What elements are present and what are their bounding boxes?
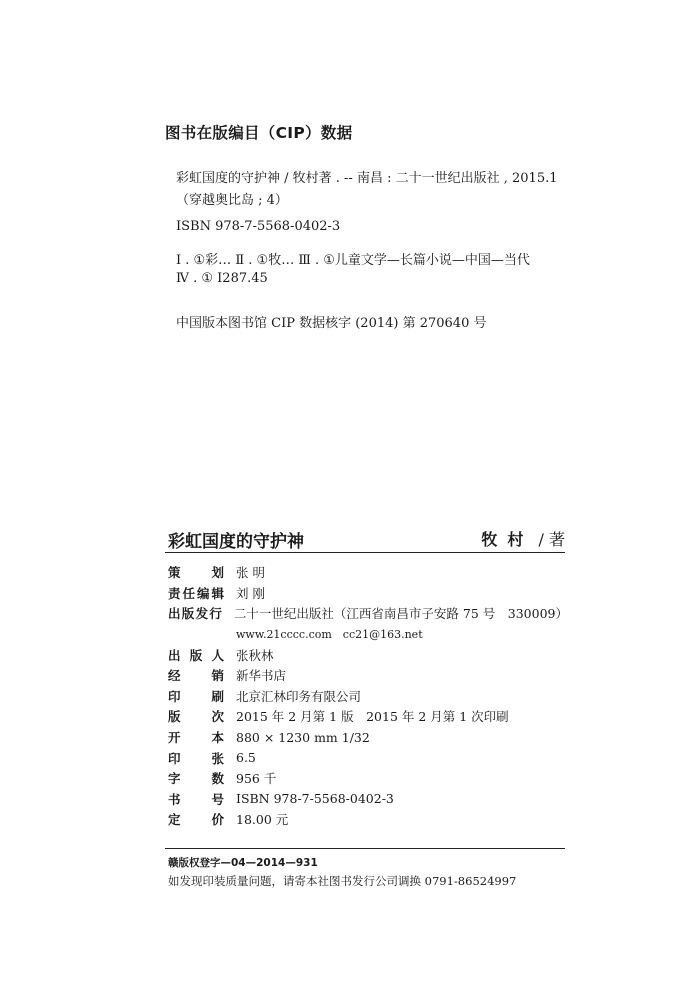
cip-line-classification-number: Ⅳ . ① I287.45 xyxy=(176,271,268,286)
imprint-label-char: 开 xyxy=(168,730,181,746)
imprint-label xyxy=(168,687,224,705)
imprint-label-char: 书 xyxy=(168,791,181,807)
imprint-row xyxy=(168,747,568,768)
imprint-label-char: 版 xyxy=(181,606,195,622)
imprint-label xyxy=(168,584,224,602)
imprint-label-char: 字 xyxy=(168,771,181,787)
imprint-label-char: 版 xyxy=(168,709,181,725)
imprint-label-char: 行 xyxy=(209,606,222,622)
imprint-row xyxy=(168,706,568,727)
imprint-label-char: 发 xyxy=(195,606,209,622)
imprint-value: 北京汇林印务有限公司 xyxy=(236,688,362,704)
imprint-label-char: 策 xyxy=(168,565,181,581)
imprint-label-char: 版 xyxy=(189,647,203,663)
cip-line-verification: 中国版本图书馆 CIP 数据核字 (2014) 第 270640 号 xyxy=(176,316,487,331)
imprint-label xyxy=(168,749,224,767)
imprint-value: ISBN 978-7-5568-0402-3 xyxy=(236,791,394,807)
imprint-label-char: 编 xyxy=(196,585,210,601)
book-author-role: / 著 xyxy=(533,530,565,549)
imprint-label-char: 本 xyxy=(211,730,224,746)
cip-heading: 图书在版编目（CIP）数据 xyxy=(165,124,353,142)
imprint-row xyxy=(168,686,568,707)
imprint-label-char: 辑 xyxy=(211,585,224,601)
title-rule xyxy=(165,552,565,553)
cip-line-isbn: ISBN 978-7-5568-0402-3 xyxy=(176,219,341,234)
imprint-label xyxy=(168,707,224,725)
imprint-row xyxy=(168,789,568,810)
imprint-label-char: 价 xyxy=(211,812,224,828)
imprint-value: 2015 年 2 月第 1 版 2015 年 2 月第 1 次印刷 xyxy=(236,709,509,725)
imprint-value: 二十一世纪出版社（江西省南昌市子安路 75 号 330009） xyxy=(233,606,568,622)
imprint-value: 新华书店 xyxy=(236,668,287,684)
imprint-label xyxy=(168,810,224,828)
imprint-row xyxy=(168,644,568,665)
imprint-label-char: 刷 xyxy=(211,688,224,704)
imprint-row xyxy=(168,583,568,604)
imprint-label-char: 划 xyxy=(211,565,224,581)
book-author: 牧村 xyxy=(481,530,534,549)
imprint-value: 张 明 xyxy=(236,565,265,581)
imprint-label-char: 数 xyxy=(211,771,224,787)
imprint-row xyxy=(168,809,568,830)
imprint-label xyxy=(168,769,224,787)
imprint-label-char: 责 xyxy=(168,585,181,601)
footer-rule xyxy=(165,848,565,849)
quality-notice: 如发现印装质量问题，请寄本社图书发行公司调换 0791-86524997 xyxy=(168,874,517,888)
imprint-label-char: 经 xyxy=(168,668,181,684)
imprint-label xyxy=(168,666,224,684)
copyright-registration: 赣版权登字—04—2014—931 xyxy=(168,857,318,869)
imprint-label-char: 任 xyxy=(182,585,195,601)
imprint-label-char: 销 xyxy=(211,668,224,684)
imprint-label xyxy=(168,604,222,622)
cip-line-classification: Ⅰ . ①彩… Ⅱ . ①牧… Ⅲ . ①儿童文学—长篇小说—中国—当代 xyxy=(176,253,530,268)
imprint-value: 刘 刚 xyxy=(236,585,265,601)
book-title: 彩虹国度的守护神 xyxy=(168,532,304,552)
cip-line-title: 彩虹国度的守护神 / 牧村著 . -- 南昌 : 二十一世纪出版社 , 2015.1 xyxy=(176,171,558,186)
imprint-label-char: 次 xyxy=(211,709,224,725)
imprint-row xyxy=(168,624,568,645)
imprint-value: www.21cccc.com cc21@163.net xyxy=(236,628,423,642)
imprint-label xyxy=(168,563,224,581)
imprint-row xyxy=(168,562,568,583)
imprint-row xyxy=(168,603,568,624)
cip-line-series: （穿越奥比岛 ; 4） xyxy=(176,193,288,208)
imprint-list xyxy=(168,562,568,830)
imprint-value: 张秋林 xyxy=(236,647,274,663)
imprint-value: 880 × 1230 mm 1/32 xyxy=(236,729,370,745)
imprint-label-char: 印 xyxy=(168,750,181,766)
imprint-label xyxy=(168,728,224,746)
imprint-label-char: 印 xyxy=(168,688,181,704)
imprint-label-char: 定 xyxy=(168,812,181,828)
imprint-row xyxy=(168,727,568,748)
imprint-row xyxy=(168,768,568,789)
imprint-label-char: 张 xyxy=(211,750,224,766)
imprint-label xyxy=(168,790,224,808)
imprint-label-char: 出 xyxy=(168,647,181,663)
imprint-label-char: 人 xyxy=(211,647,224,663)
imprint-value: 6.5 xyxy=(236,750,256,766)
imprint-value: 18.00 元 xyxy=(236,812,289,828)
book-author-block xyxy=(481,527,565,550)
imprint-label-char: 出 xyxy=(168,606,181,622)
imprint-label-char: 号 xyxy=(211,791,224,807)
imprint-label xyxy=(168,646,224,664)
imprint-row xyxy=(168,665,568,686)
imprint-value: 956 千 xyxy=(236,771,277,787)
